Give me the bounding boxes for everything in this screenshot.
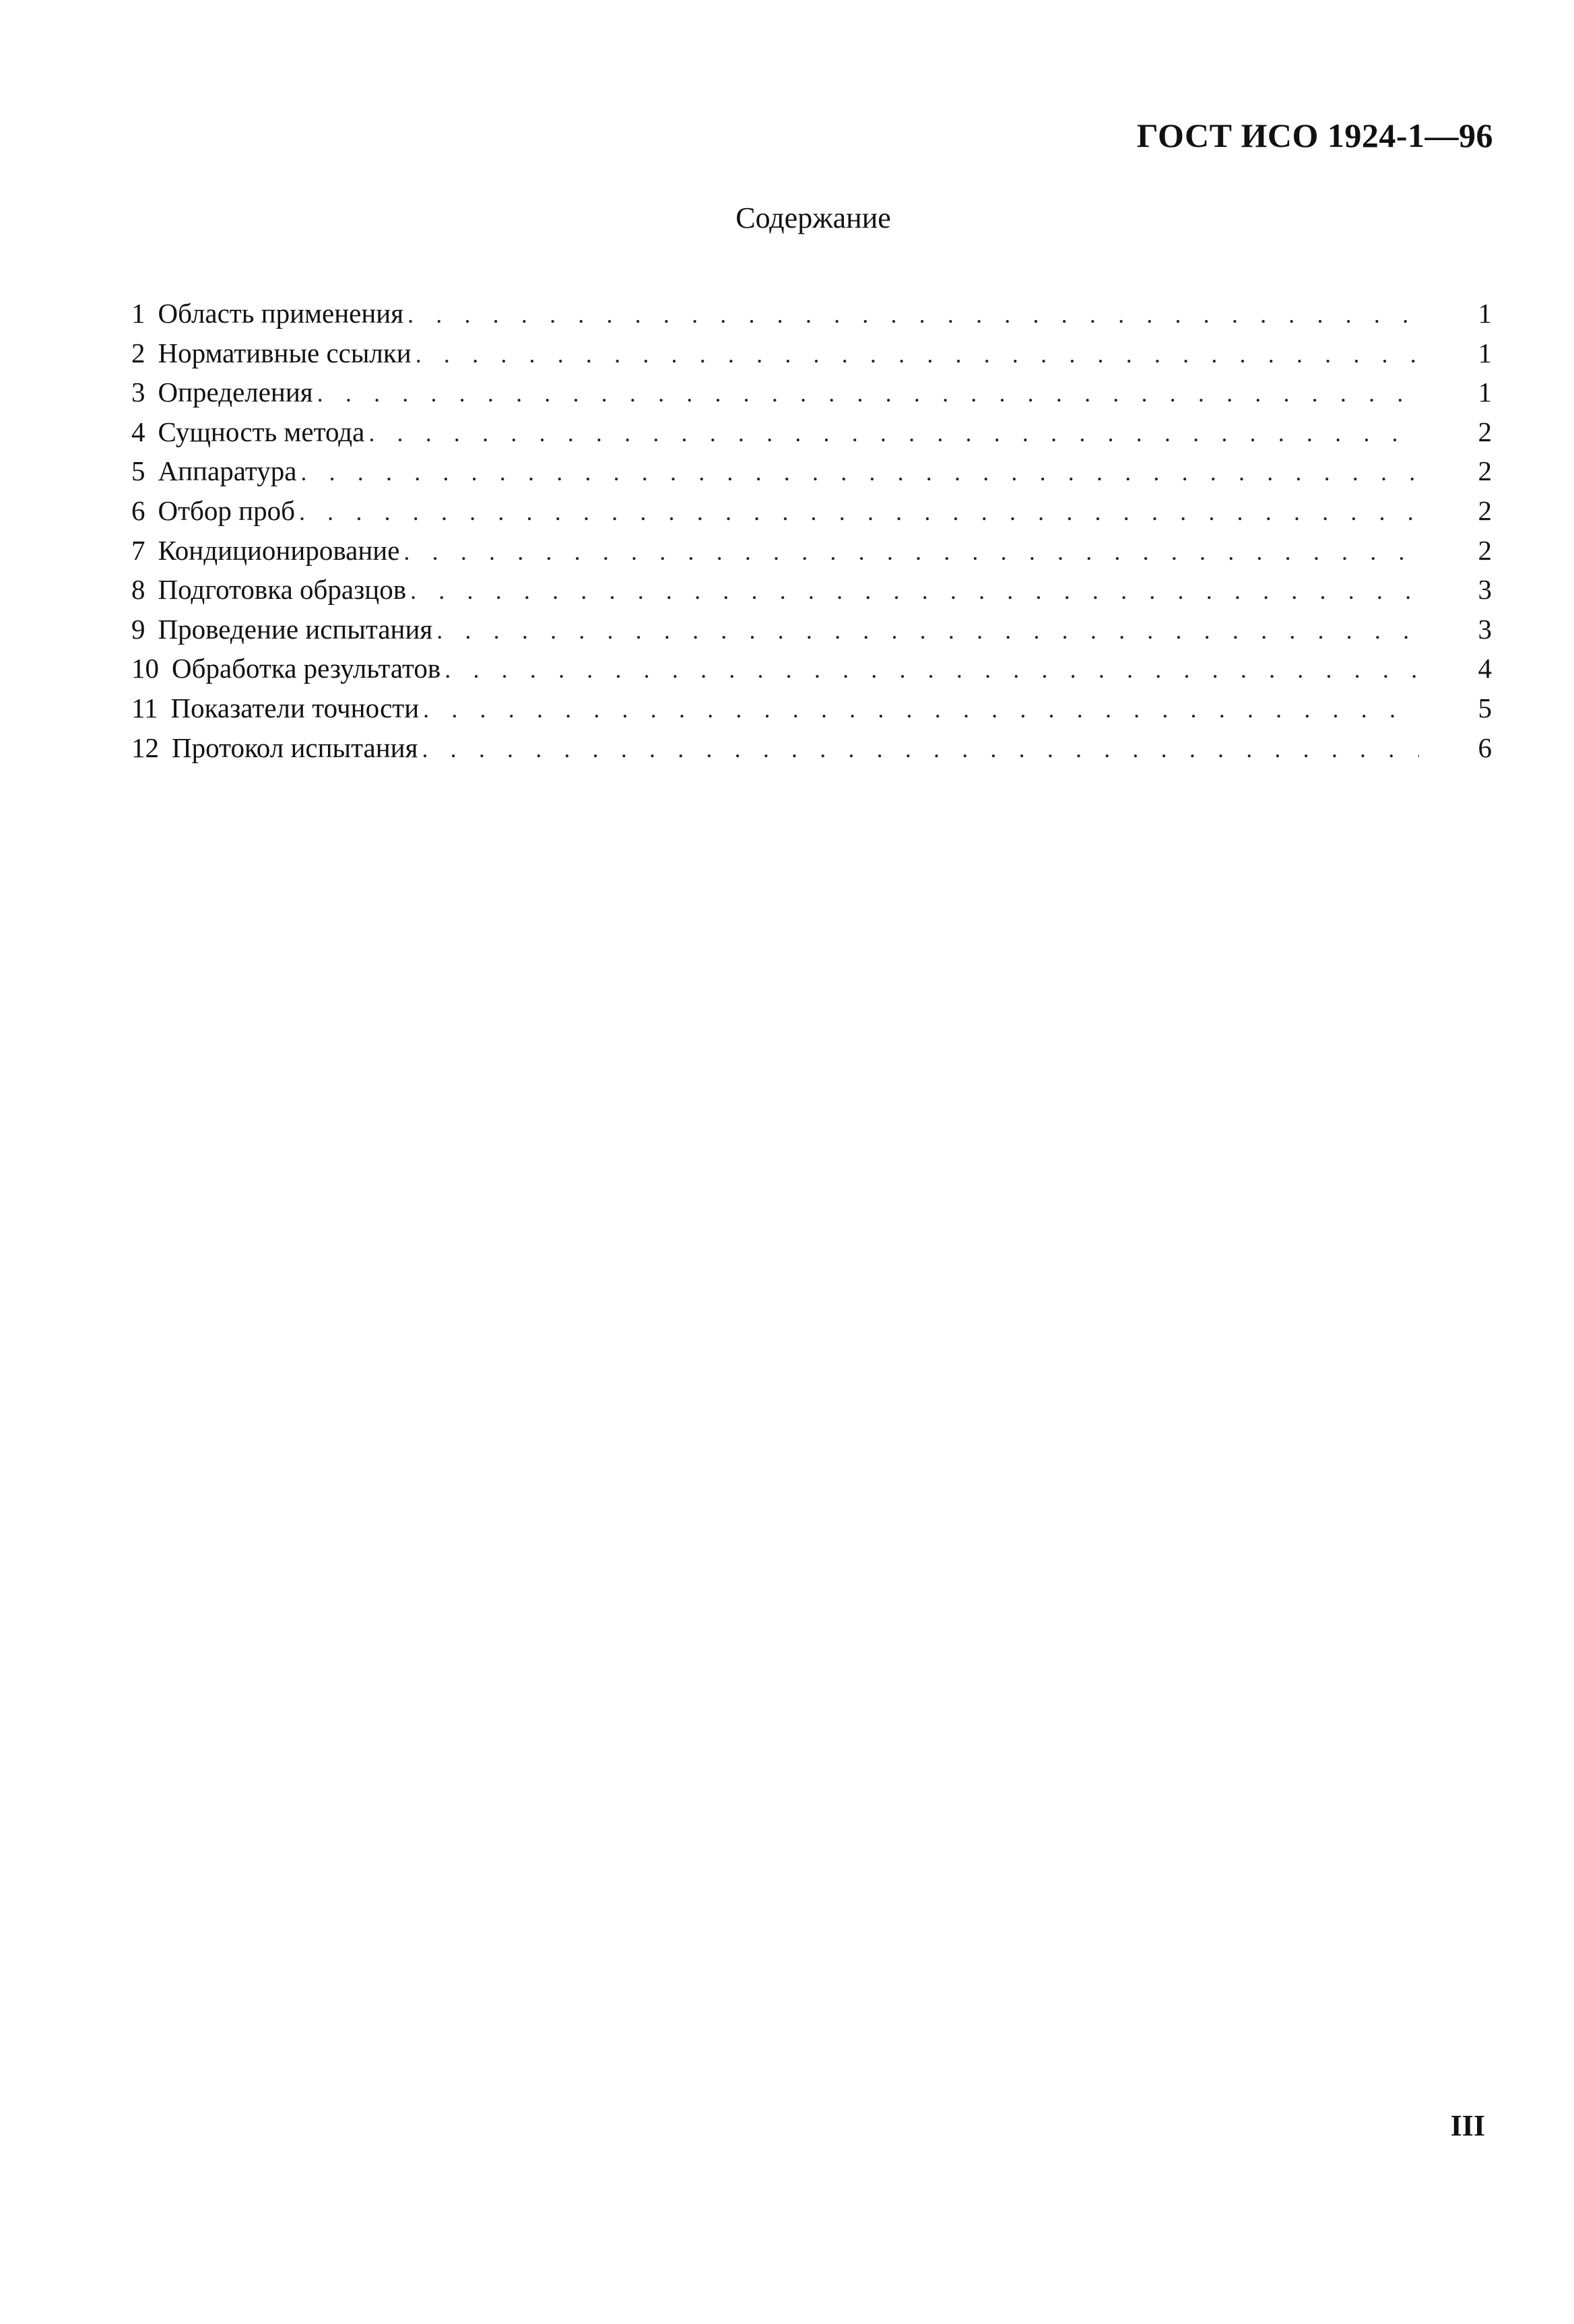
toc-entry-label: Нормативные ссылки <box>158 337 412 368</box>
toc-entry-page: 4 <box>1478 653 1492 684</box>
dot-leader <box>410 571 1419 611</box>
toc-entry-page: 2 <box>1478 494 1492 526</box>
toc-title: Содержание <box>735 201 891 234</box>
toc-entry-label: Протокол испытания <box>172 732 418 763</box>
dot-leader <box>436 611 1419 651</box>
document-code: ГОСТ ИСО 1924-1—96 <box>1136 117 1493 154</box>
toc-entry-number: 9 <box>131 613 145 645</box>
toc-entry-label: Аппаратура <box>158 455 297 487</box>
toc-entry[interactable] <box>131 412 1492 452</box>
toc-entry-page: 6 <box>1478 732 1492 763</box>
toc-entry-page: 2 <box>1478 416 1492 447</box>
toc-entry[interactable] <box>131 728 1492 768</box>
toc-entry-page: 2 <box>1478 455 1492 487</box>
toc-entry-number: 12 <box>131 732 159 763</box>
toc-entry-label: Показатели точности <box>170 692 420 723</box>
toc-entry-page: 2 <box>1478 534 1492 566</box>
toc-entry-label: Сущность метода <box>158 416 365 447</box>
dot-leader <box>416 335 1419 375</box>
toc-entry-number: 10 <box>131 653 159 684</box>
dot-leader <box>422 730 1419 769</box>
toc-entry-label: Проведение испытания <box>158 613 433 645</box>
toc-entry-page: 3 <box>1478 574 1492 606</box>
toc-entry-label: Отбор проб <box>158 494 295 526</box>
toc-entry-page: 3 <box>1478 613 1492 645</box>
toc-entry-number: 2 <box>131 337 145 368</box>
toc-entry-number: 7 <box>131 534 145 566</box>
toc-entry-page: 5 <box>1478 692 1492 723</box>
toc-entry-label: Определения <box>158 377 313 408</box>
page-number: III <box>1450 2109 1485 2142</box>
dot-leader <box>300 453 1419 492</box>
toc-entry[interactable] <box>131 294 1492 333</box>
toc-entry-number: 8 <box>131 574 145 606</box>
toc-entry-page: 1 <box>1478 298 1492 329</box>
toc-entry-number: 3 <box>131 377 145 408</box>
toc-entry-page: 1 <box>1478 377 1492 408</box>
toc-entry[interactable] <box>131 570 1492 610</box>
toc-entry[interactable] <box>131 531 1492 571</box>
toc-entry[interactable] <box>131 688 1492 728</box>
toc-entry-number: 11 <box>131 692 158 723</box>
dot-leader <box>317 374 1419 414</box>
dot-leader <box>445 650 1419 690</box>
toc-entry-label: Обработка результатов <box>172 653 441 684</box>
dot-leader <box>423 690 1419 730</box>
toc-entry-number: 4 <box>131 416 145 447</box>
toc-entry[interactable] <box>131 491 1492 531</box>
dot-leader <box>368 414 1419 453</box>
toc-entry[interactable] <box>131 373 1492 412</box>
toc-entry-number: 1 <box>131 298 145 329</box>
dot-leader <box>403 532 1419 572</box>
toc-entry-number: 5 <box>131 455 145 487</box>
toc-entry[interactable] <box>131 451 1492 491</box>
toc-entry-page: 1 <box>1478 337 1492 368</box>
toc-entry-number: 6 <box>131 494 145 526</box>
toc-entry[interactable] <box>131 649 1492 688</box>
toc-entry[interactable] <box>131 610 1492 649</box>
toc-entry[interactable] <box>131 333 1492 373</box>
dot-leader <box>299 492 1419 532</box>
toc-entry-label: Кондиционирование <box>158 534 400 566</box>
dot-leader <box>407 295 1419 335</box>
table-of-contents <box>131 294 1492 767</box>
toc-entry-label: Область применения <box>158 298 404 329</box>
toc-entry-label: Подготовка образцов <box>158 574 407 606</box>
